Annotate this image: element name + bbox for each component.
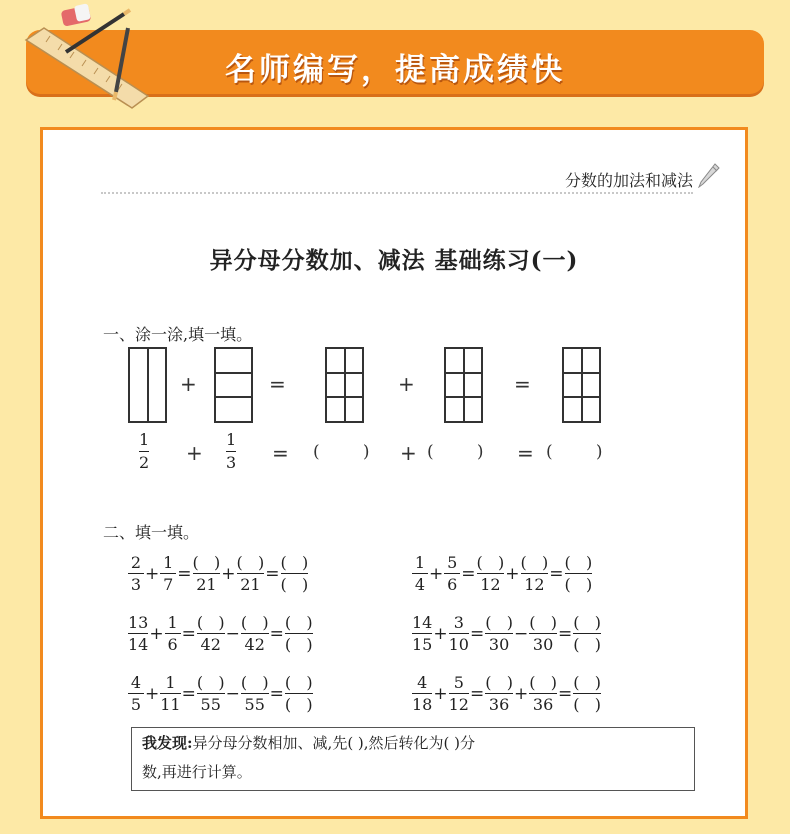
op-equal-2: = <box>514 372 531 396</box>
answer-fraction[interactable]: ( ) 36 <box>529 673 557 715</box>
pencil-icon <box>697 160 723 188</box>
fraction: 14 15 <box>412 613 433 655</box>
answer-fraction[interactable]: ( ) 55 <box>196 673 225 715</box>
answer-fraction[interactable]: ( ) 55 <box>240 673 269 715</box>
fraction-one-half: 1 2 <box>139 430 150 473</box>
operator: + <box>429 563 444 584</box>
fraction: 4 5 <box>128 673 144 714</box>
chapter-title: 分数的加法和减法 <box>564 171 693 190</box>
answer-fraction[interactable]: ( ) ( ) <box>284 673 313 715</box>
fraction: 4 18 <box>412 673 433 715</box>
fraction-plus: + <box>186 441 203 465</box>
op-equal-1: = <box>269 372 286 396</box>
fraction-equal-2: = <box>517 441 534 465</box>
fraction-one-third: 1 3 <box>226 430 237 473</box>
fraction: 1 11 <box>160 673 181 715</box>
answer-fraction[interactable]: ( ) 12 <box>476 553 505 595</box>
answer-fraction[interactable]: ( ) ( ) <box>573 673 601 715</box>
fraction: 1 4 <box>412 553 428 594</box>
page-title: 异分母分数加、减法 基础练习(一) <box>209 247 579 274</box>
answer-fraction[interactable]: ( ) ( ) <box>284 613 313 655</box>
operator: − <box>225 683 240 704</box>
answer-fraction[interactable]: ( ) 30 <box>485 613 513 655</box>
worksheet-card <box>40 127 748 819</box>
equation-row <box>128 613 313 654</box>
equation-row <box>128 673 313 714</box>
operator: + <box>513 683 529 704</box>
answer-fraction[interactable]: ( ) 36 <box>485 673 513 715</box>
equals-sign: = <box>181 623 196 644</box>
equals-sign: = <box>269 683 284 704</box>
operator: + <box>505 563 520 584</box>
grid-half <box>128 347 167 423</box>
answer-blank-3[interactable]: ( ) <box>546 442 603 462</box>
answer-fraction[interactable]: ( ) 30 <box>529 613 557 655</box>
answer-blank-1[interactable]: ( ) <box>313 442 370 462</box>
answer-fraction[interactable]: ( ) ( ) <box>280 553 309 595</box>
equation-row <box>412 553 592 594</box>
operator: + <box>433 623 448 644</box>
answer-fraction[interactable]: ( ) ( ) <box>573 613 601 655</box>
equals-sign: = <box>181 683 196 704</box>
fraction: 5 6 <box>444 553 460 594</box>
operator: + <box>145 683 160 704</box>
op-plus-2: + <box>398 372 415 396</box>
equals-sign: = <box>469 683 485 704</box>
grid-sixth-3 <box>562 347 601 423</box>
operator: + <box>221 563 236 584</box>
answer-fraction[interactable]: ( ) 12 <box>520 553 549 595</box>
grid-sixth-2 <box>444 347 483 423</box>
equation-row <box>128 553 308 594</box>
answer-fraction[interactable]: ( ) 42 <box>240 613 269 655</box>
section2-heading: 二、填一填。 <box>103 523 200 542</box>
equals-sign: = <box>265 563 280 584</box>
operator: + <box>145 563 160 584</box>
fraction: 5 12 <box>448 673 469 715</box>
fraction: 13 14 <box>128 613 149 655</box>
grid-sixth-1 <box>325 347 364 423</box>
banner-title: 名师编写，提高成绩快 <box>225 52 565 88</box>
section1-heading: 一、涂一涂,填一填。 <box>103 325 253 344</box>
discovery-label: 我发现: <box>142 734 193 752</box>
equation-row <box>412 673 601 714</box>
operator: − <box>225 623 240 644</box>
operator: + <box>149 623 164 644</box>
equals-sign: = <box>461 563 476 584</box>
equation-row <box>412 613 601 654</box>
equals-sign: = <box>269 623 284 644</box>
answer-fraction[interactable]: ( ) ( ) <box>564 553 593 595</box>
operator: + <box>433 683 448 704</box>
answer-fraction[interactable]: ( ) 42 <box>196 613 225 655</box>
discovery-line1: 异分母分数相加、减,先( ),然后转化为( )分 <box>192 734 476 752</box>
ruler-pencil-eraser-icon <box>20 0 150 110</box>
answer-fraction[interactable]: ( ) 21 <box>236 553 265 595</box>
discovery-line2: 数,再进行计算。 <box>142 763 252 781</box>
fraction-equal: = <box>272 441 289 465</box>
equals-sign: = <box>557 683 573 704</box>
equals-sign: = <box>557 623 573 644</box>
equals-sign: = <box>549 563 564 584</box>
answer-fraction[interactable]: ( ) 21 <box>192 553 221 595</box>
grid-third <box>214 347 253 423</box>
discovery-box <box>131 727 695 791</box>
equals-sign: = <box>177 563 192 584</box>
operator: − <box>513 623 529 644</box>
fraction: 3 10 <box>448 613 469 655</box>
fraction-plus-2: + <box>400 441 417 465</box>
fraction: 2 3 <box>128 553 144 594</box>
header-divider <box>101 192 693 194</box>
op-plus-1: + <box>180 372 197 396</box>
fraction: 1 6 <box>165 613 181 654</box>
answer-blank-2[interactable]: ( ) <box>427 442 484 462</box>
fraction: 1 7 <box>160 553 176 594</box>
equals-sign: = <box>469 623 485 644</box>
